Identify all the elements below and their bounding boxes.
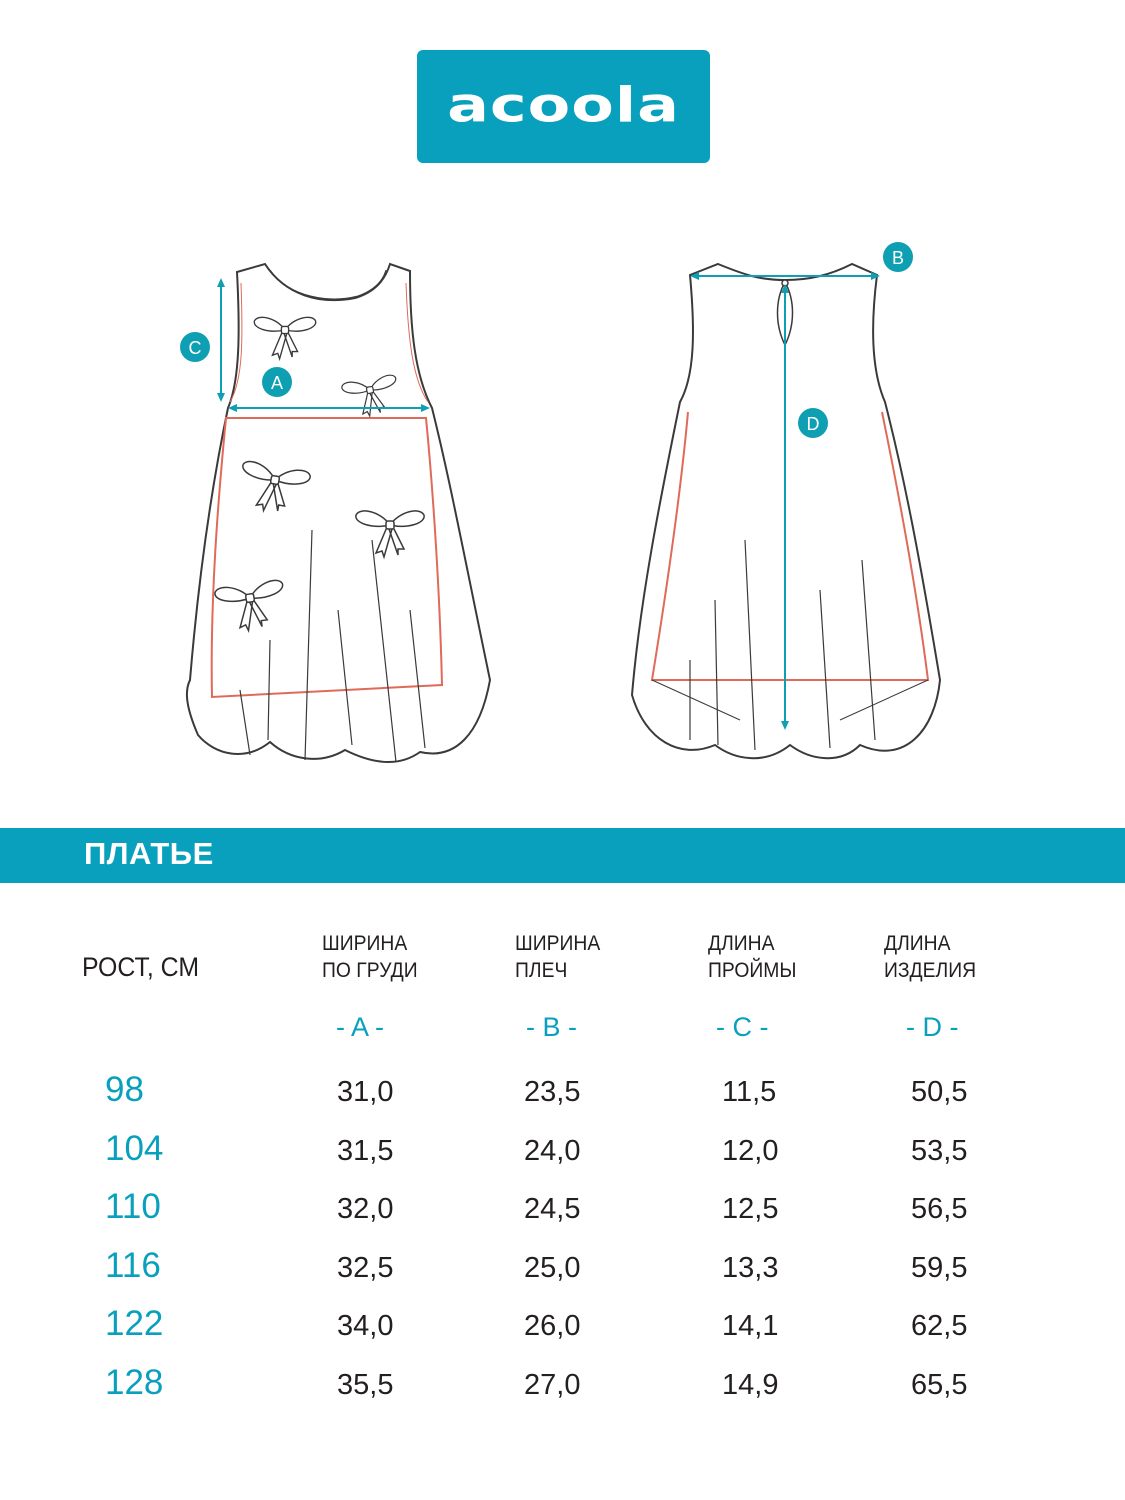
chest-width-value: 31,0 <box>337 1076 394 1108</box>
bow-icon <box>356 511 424 557</box>
shoulder-width-value: 24,5 <box>524 1193 581 1225</box>
size-value: 116 <box>105 1246 161 1285</box>
dress-back-view <box>632 242 940 758</box>
col-code-b: - B - <box>526 1012 577 1042</box>
armhole-length-value: 14,9 <box>722 1369 779 1401</box>
garment-length-value: 53,5 <box>911 1135 968 1167</box>
shoulder-width-value: 25,0 <box>524 1252 581 1284</box>
size-value: 122 <box>105 1304 164 1343</box>
bow-icon <box>236 460 311 517</box>
chest-width-value: 32,0 <box>337 1193 394 1225</box>
label-d: D <box>806 414 820 434</box>
label-a: A <box>270 373 284 393</box>
size-value: 128 <box>105 1363 164 1402</box>
col-code-c: - C - <box>716 1012 769 1042</box>
front-seam-line <box>212 418 442 697</box>
chest-width-value: 34,0 <box>337 1310 394 1342</box>
shoulder-width-value: 27,0 <box>524 1369 581 1401</box>
shoulder-width-value: 24,0 <box>524 1135 581 1167</box>
chest-width-value: 31,5 <box>337 1135 394 1167</box>
col-code-d: - D - <box>906 1012 959 1042</box>
bow-icon <box>254 317 315 358</box>
garment-length-value: 65,5 <box>911 1369 968 1401</box>
armhole-length-value: 11,5 <box>722 1076 777 1108</box>
garment-length-value: 50,5 <box>911 1076 968 1108</box>
shoulder-width-value: 26,0 <box>524 1310 581 1342</box>
product-title-band <box>0 828 1125 883</box>
armhole-length-value: 12,0 <box>722 1135 779 1167</box>
col-header-armhole-length: ДЛИНА ПРОЙМЫ <box>708 932 797 982</box>
size-value: 104 <box>105 1129 164 1168</box>
garment-length-value: 56,5 <box>911 1193 968 1225</box>
size-value: 110 <box>105 1187 161 1226</box>
col-code-a: - A - <box>336 1012 385 1042</box>
label-c: C <box>188 338 202 358</box>
col-header-garment-length: ДЛИНА ИЗДЕЛИЯ <box>884 932 977 982</box>
bow-icon <box>214 579 288 634</box>
dress-front-view <box>180 264 490 762</box>
product-title: ПЛАТЬЕ <box>84 836 214 871</box>
shoulder-width-value: 23,5 <box>524 1076 581 1108</box>
col-header-chest-width: ШИРИНА ПО ГРУДИ <box>322 932 418 982</box>
armhole-length-value: 13,3 <box>722 1252 779 1284</box>
col-header-shoulder-width: ШИРИНА ПЛЕЧ <box>515 932 601 982</box>
dress-technical-drawing <box>0 200 1125 780</box>
armhole-length-value: 12,5 <box>722 1193 779 1225</box>
label-b: B <box>891 248 905 268</box>
back-seam-line <box>652 412 928 680</box>
row-header-height: РОСТ, СМ <box>82 952 200 982</box>
size-chart-table <box>0 900 1125 1440</box>
brand-logo <box>417 50 710 163</box>
garment-length-value: 62,5 <box>911 1310 968 1342</box>
chest-width-value: 32,5 <box>337 1252 394 1284</box>
bow-icon <box>341 374 401 420</box>
garment-length-value: 59,5 <box>911 1252 968 1284</box>
armhole-length-value: 14,1 <box>722 1310 779 1342</box>
brand-logo-text: acoola <box>447 75 680 133</box>
chest-width-value: 35,5 <box>337 1369 394 1401</box>
size-value: 98 <box>105 1070 144 1109</box>
